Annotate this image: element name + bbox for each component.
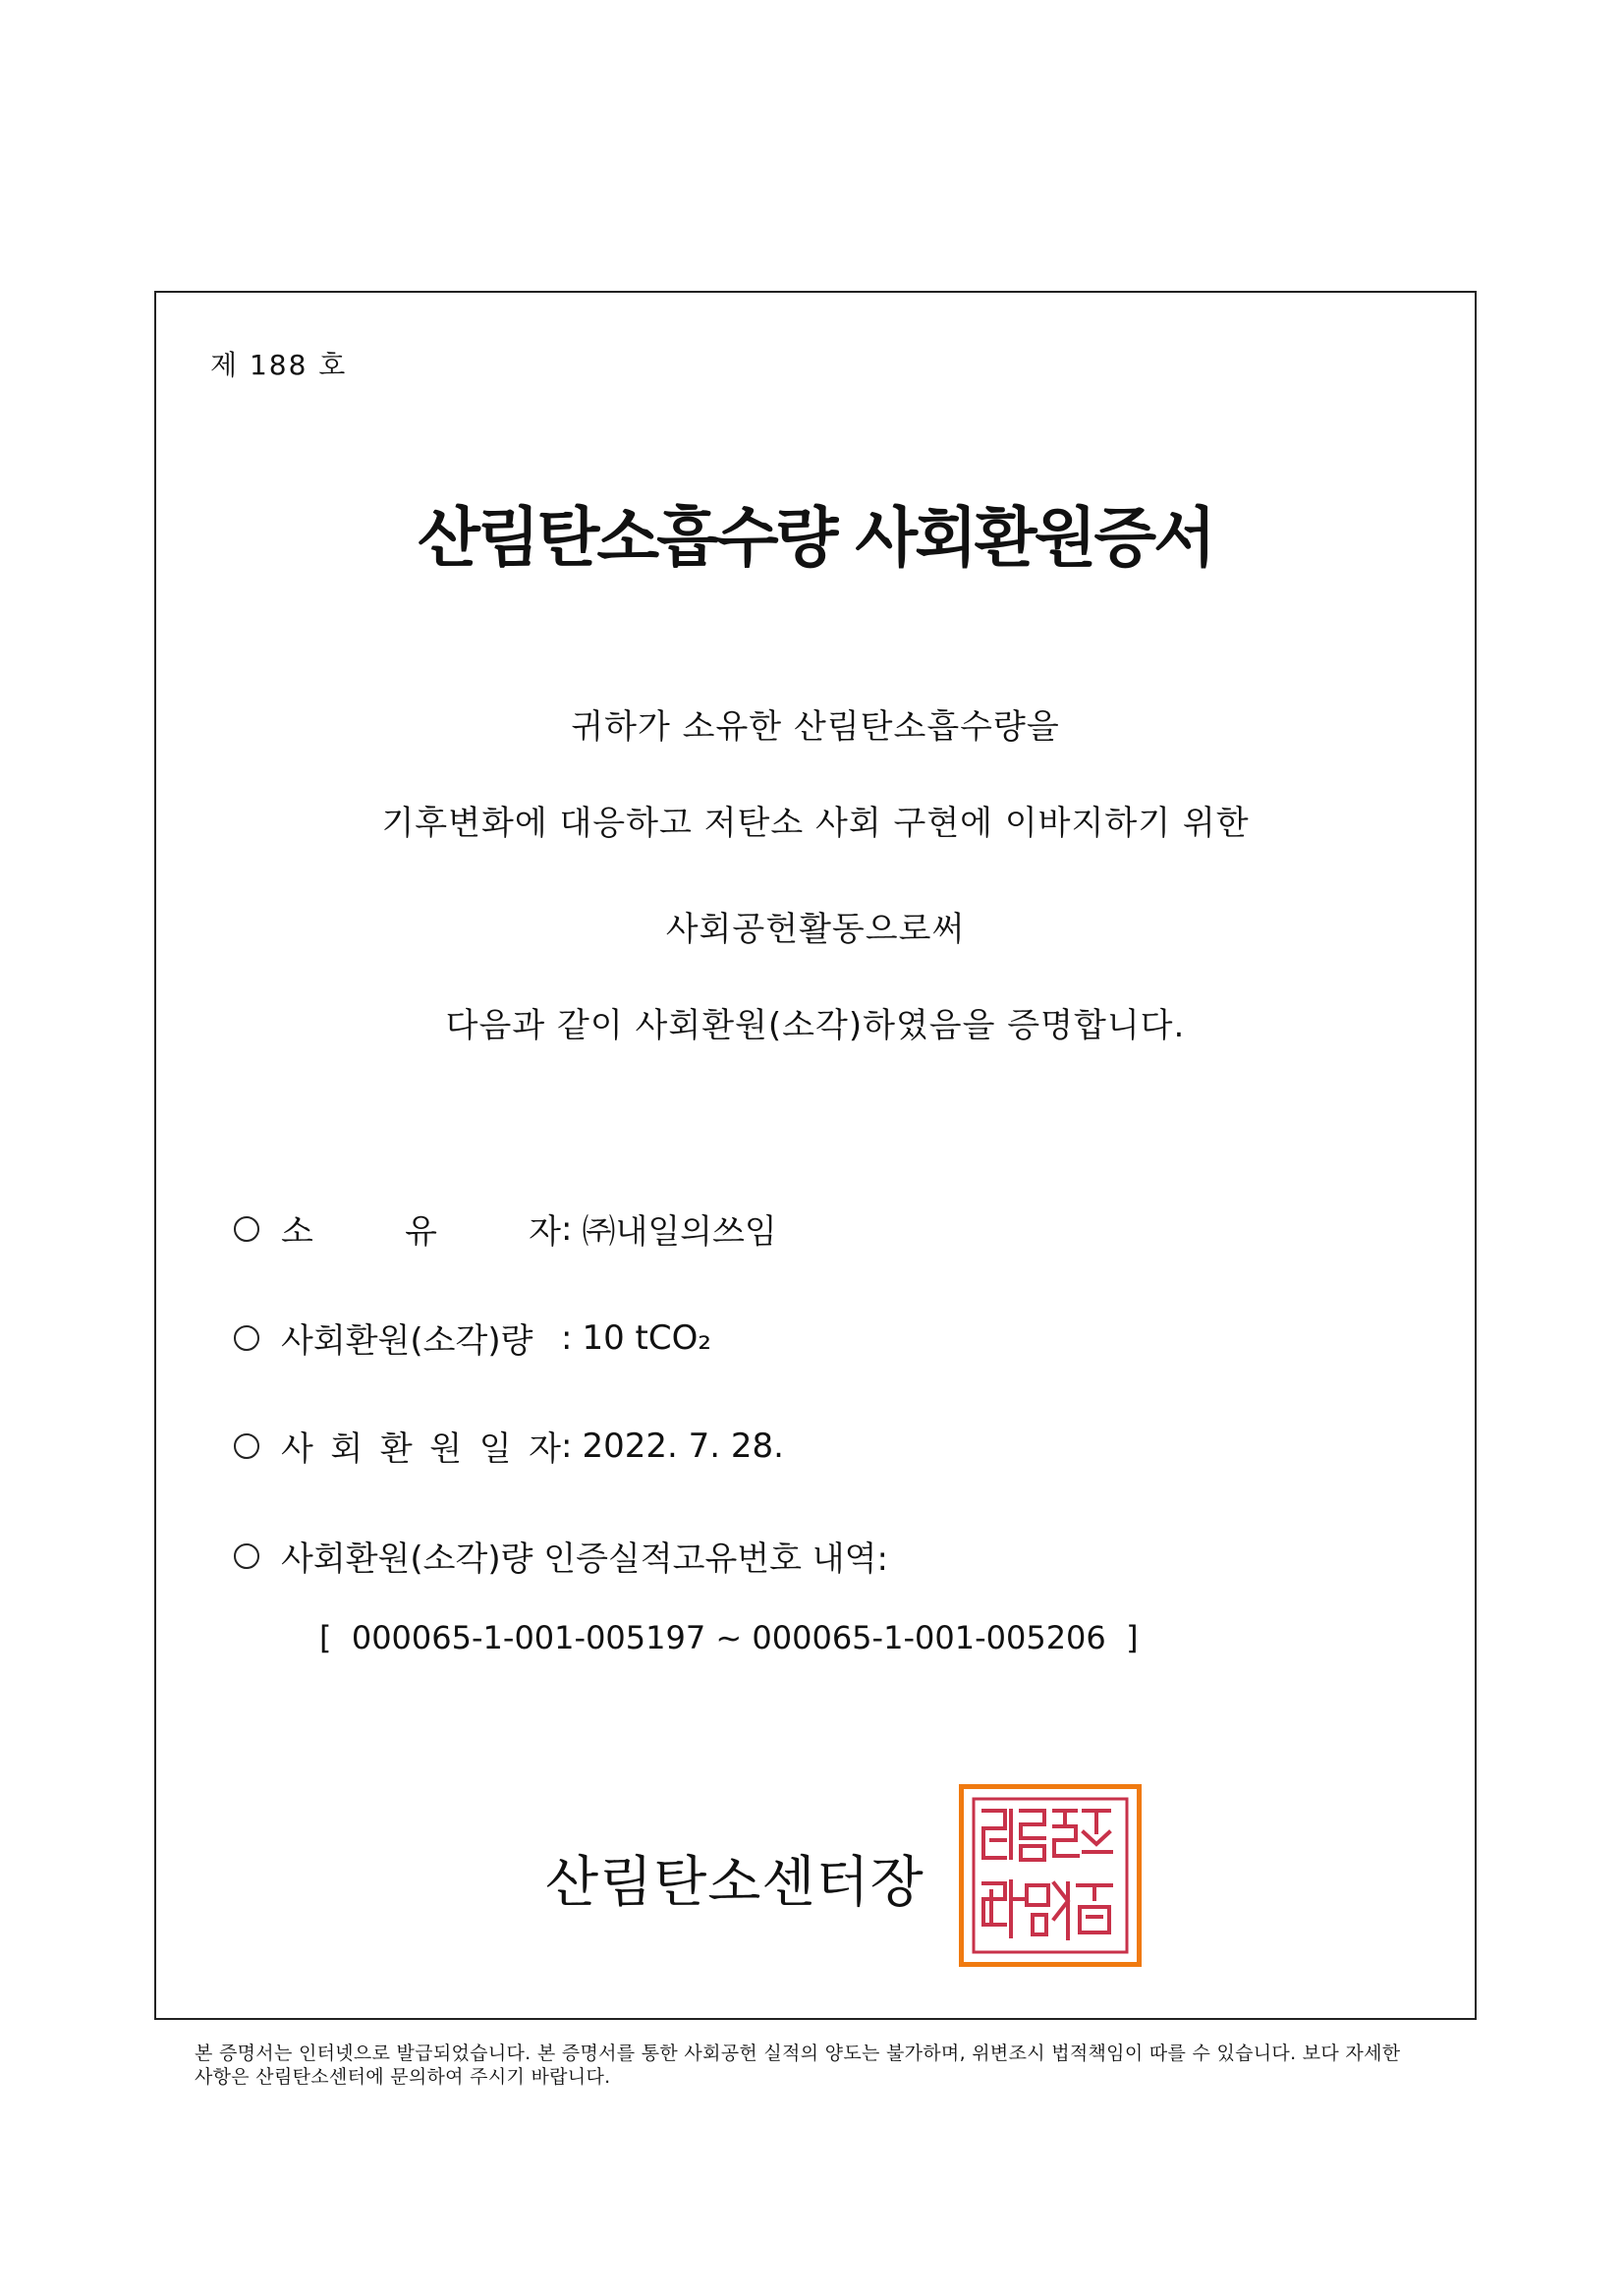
circle-bullet-icon	[234, 1433, 259, 1459]
amount-row	[234, 1314, 711, 1362]
body-line-2: 기후변화에 대응하고 저탄소 사회 구현에 이바지하기 위한	[381, 804, 1250, 843]
official-seal	[959, 1784, 1142, 1967]
amount-separator: :	[561, 1317, 573, 1358]
body-line-4: 다음과 같이 사회환원(소각)하였음을 증명합니다.	[445, 1006, 1186, 1045]
owner-separator: :	[561, 1208, 573, 1249]
serial-range: [ 000065-1-001-005197 ~ 000065-1-001-005206 ]	[319, 1619, 1139, 1656]
amount-value: 10 tCO₂	[582, 1317, 712, 1358]
date-row	[234, 1422, 784, 1470]
date-separator: :	[561, 1426, 573, 1466]
owner-label: 소 유 자	[281, 1212, 561, 1252]
amount-label: 사회환원(소각)량	[281, 1321, 533, 1361]
circle-bullet-icon	[234, 1543, 259, 1569]
seal-stamp-icon	[964, 1789, 1137, 1962]
date-label: 사 회 환 원 일 자	[281, 1429, 561, 1469]
date-value: 2022. 7. 28.	[582, 1426, 784, 1466]
serial-label: 사회환원(소각)량 인증실적고유번호 내역:	[281, 1540, 888, 1579]
owner-row	[234, 1204, 777, 1253]
body-line-3: 사회공헌활동으로써	[665, 910, 966, 949]
serial-row	[234, 1532, 888, 1580]
circle-bullet-icon	[234, 1216, 259, 1242]
issuer-title: 산림탄소센터장	[545, 1851, 924, 1915]
body-line-1: 귀하가 소유한 산림탄소흡수량을	[571, 707, 1060, 747]
circle-bullet-icon	[234, 1325, 259, 1351]
footer-notice: 본 증명서는 인터넷으로 발급되었습니다. 본 증명서를 통한 사회공헌 실적의 양도는 불가하며, 위변조시 법적책임이 따를 수 있습니다. 보다 자세한 사항은 산림탄소센터에 문의하여 주시기 바랍니다.	[195, 2043, 1401, 2088]
issue-number: 제 188 호	[210, 349, 348, 381]
certificate-title: 산림탄소흡수량 사회환원증서	[418, 500, 1213, 576]
owner-value: ㈜내일의쓰임	[582, 1212, 777, 1252]
